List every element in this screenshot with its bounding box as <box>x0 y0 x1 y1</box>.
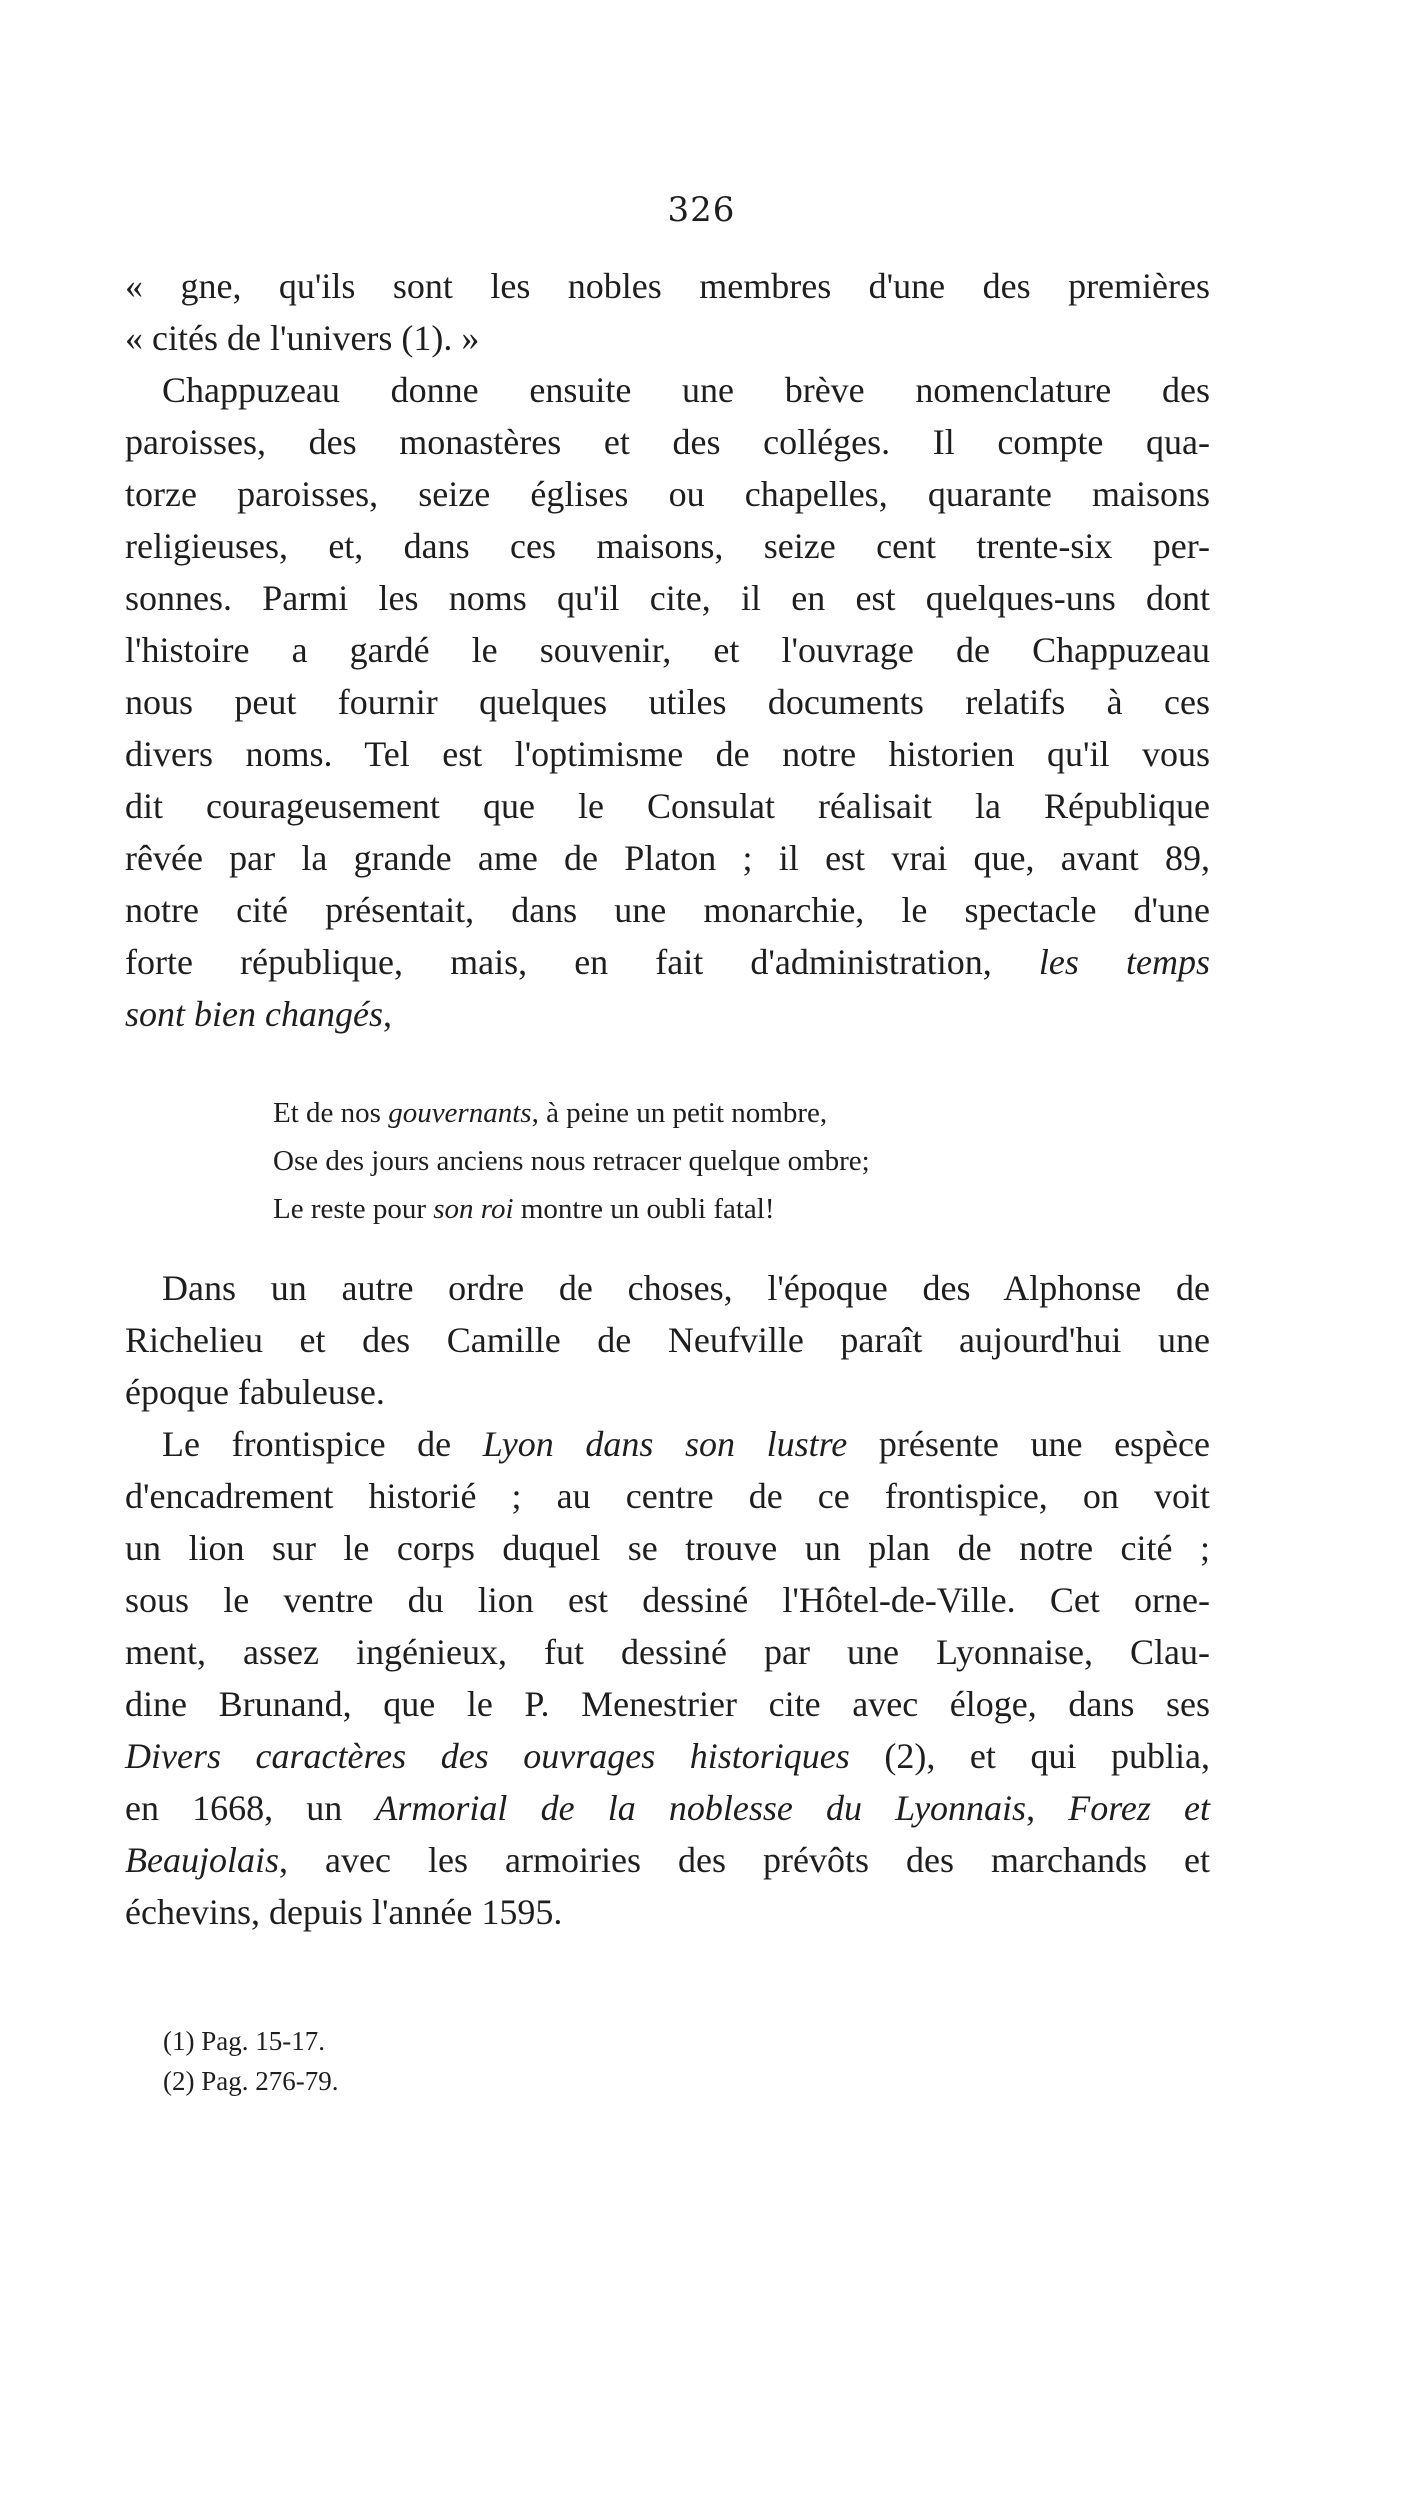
para3-line-8-italic-2: Forez et <box>1068 1788 1210 1828</box>
verse-line-1-a: Et de nos <box>273 1097 389 1129</box>
text-line-10: divers noms. Tel est l'optimisme de notre historien qu'il vous <box>125 734 1210 774</box>
text-line-2: « cités de l'univers (1). » <box>125 318 480 358</box>
footnote-2: (2) Pag. 276-79. <box>163 2066 339 2096</box>
para3-line-8-italic: Armorial de la noblesse du Lyonnais <box>375 1788 1027 1828</box>
verse-line-1-c: , à peine un petit nombre, <box>531 1097 828 1129</box>
text-line-11: dit courageusement que le Consulat réalisait la République <box>125 786 1210 826</box>
para3-line-9-b: , avec les armoiries des prévôts des marchands et <box>278 1840 1210 1880</box>
para3-line-8 <box>125 1782 1210 1834</box>
para3-line-5: ment, assez ingénieux, fut dessiné par une Lyonnaise, Clau- <box>125 1632 1210 1672</box>
para2-line-2: Richelieu et des Camille de Neufville paraît aujourd'hui une <box>125 1320 1210 1360</box>
text-line-14 <box>125 936 1210 988</box>
para3-line-7-b: (2), et qui publia, <box>849 1736 1210 1776</box>
text-line-15-italic: sont bien changés <box>125 994 383 1034</box>
para3-line-6: dine Brunand, que le P. Menestrier cite avec éloge, dans ses <box>125 1684 1210 1724</box>
para3-line-7 <box>125 1730 1210 1782</box>
para3-line-9-italic: Beaujolais <box>125 1840 279 1880</box>
para3-line-4: sous le ventre du lion est dessiné l'Hôtel-de-Ville. Cet orne- <box>125 1580 1210 1620</box>
para3-line-7-italic: Divers caractères des ouvrages historiques <box>125 1736 850 1776</box>
text-line-15-comma: , <box>382 994 392 1034</box>
text-line-13: notre cité présentait, dans une monarchie, le spectacle d'une <box>125 890 1210 930</box>
text-line-8: l'histoire a gardé le souvenir, et l'ouvrage de Chappuzeau <box>125 630 1210 670</box>
page-number: 326 <box>667 190 736 230</box>
text-line-14-italic: les temps <box>1038 942 1211 982</box>
text-line-12: rêvée par la grande ame de Platon ; il est vrai que, avant 89, <box>125 838 1210 878</box>
verse-line-3-c: montre un oubli fatal! <box>513 1193 775 1225</box>
para2-line-1: Dans un autre ordre de choses, l'époque des Alphonse de <box>162 1268 1210 1308</box>
para3-line-3: un lion sur le corps duquel se trouve un plan de notre cité ; <box>125 1528 1210 1568</box>
text-line-1: « gne, qu'ils sont les nobles membres d'une des premières <box>125 266 1210 306</box>
text-line-4: paroisses, des monastères et des colléges. Il compte qua- <box>125 422 1210 462</box>
text-line-9: nous peut fournir quelques utiles documents relatifs à ces <box>125 682 1210 722</box>
text-line-6: religieuses, et, dans ces maisons, seize cent trente-six per- <box>125 526 1210 566</box>
para3-line-1-a: Le frontispice de <box>162 1424 483 1464</box>
verse-line-1 <box>273 1089 827 1137</box>
verse-line-3-italic: son roi <box>433 1193 514 1225</box>
para3-line-2: d'encadrement historié ; au centre de ce frontispice, on voit <box>125 1476 1210 1516</box>
para3-line-1-italic: Lyon dans son lustre <box>482 1424 848 1464</box>
para3-line-9 <box>125 1834 1210 1886</box>
verse-line-1-italic: gouvernants <box>388 1097 532 1129</box>
verse-line-3-a: Le reste pour <box>273 1193 434 1225</box>
verse-line-2: Ose des jours anciens nous retracer quelque ombre; <box>273 1145 870 1177</box>
para2-line-3: époque fabuleuse. <box>125 1372 385 1412</box>
text-line-14-roman: forte république, mais, en fait d'administration, <box>125 942 992 982</box>
text-line-5: torze paroisses, seize églises ou chapelles, quarante maisons <box>125 474 1210 514</box>
verse-line-3 <box>273 1185 775 1233</box>
text-line-15 <box>125 988 1210 1040</box>
para3-line-1 <box>162 1418 1210 1470</box>
para3-line-10: échevins, depuis l'année 1595. <box>125 1892 563 1932</box>
para3-line-8-c: , <box>1026 1788 1069 1828</box>
footnote-1: (1) Pag. 15-17. <box>163 2026 325 2056</box>
text-line-7: sonnes. Parmi les noms qu'il cite, il en est quelques-uns dont <box>125 578 1210 618</box>
para3-line-8-a: en 1668, un <box>125 1788 376 1828</box>
para3-line-1-c: présente une espèce <box>847 1424 1210 1464</box>
text-line-3: Chappuzeau donne ensuite une brève nomenclature des <box>162 370 1210 410</box>
